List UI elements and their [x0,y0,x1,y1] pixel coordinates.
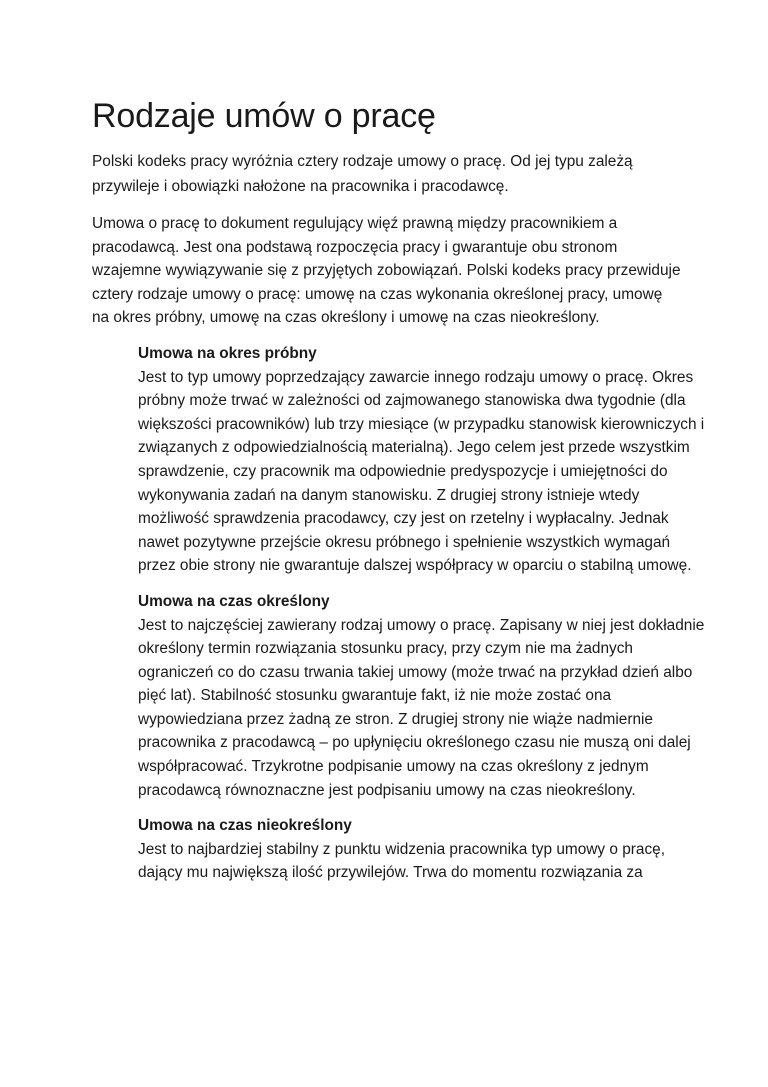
section-heading: Umowa na czas nieokreślony [138,817,352,835]
body-paragraph: Umowa o pracę to dokument regulujący więź prawną między pracownikiem a pracodawcą. Jest ona podstawą rozpoczęcia pracy i gwarantuje obu stronom wzajemne wywiązywanie się z przyjętych zobowiązań. Polski kodeks pracy przewiduje cztery rodzaje umowy o pracę: umowę na czas wykonania określonej pracy, umowę na okres próbny, umowę na czas określony i umowę na czas nieokreślony. [92,215,681,327]
document-page [92,94,705,897]
section-czas-nieokreslony [138,814,706,885]
section-body: Jest to najczęściej zawierany rodzaj umowy o pracę. Zapisany w niej jest dokładnie określony termin rozwiązania stosunku pracy, przy czym nie ma żadnych ograniczeń co do czasu trwania takiej umowy (może trwać na przykład dzień albo pięć lat). Stabilność stosunku gwarantuje fakt, iż nie może zostać ona wypowiedziana przez żadną ze stron. Z drugiej strony nie wiąże nadmiernie pracownika z pracodawcą – po upłynięciu określonego czasu nie muszą oni dalej współpracować. Trzykrotne podpisanie umowy na czas określony z jednym pracodawcą równoznaczne jest podpisaniu umowy na czas nieokreślony. [138,616,705,799]
intro-paragraph: Polski kodeks pracy wyróżnia cztery rodzaje umowy o pracę. Od jej typu zależą przywileje i obowiązki nałożone na pracownika i pracodawcę. [92,153,633,195]
section-body: Jest to najbardziej stabilny z punktu widzenia pracownika typ umowy o pracę, dający mu największą ilość przywilejów. Trwa do momentu rozwiązania za [138,840,665,882]
section-okres-probny [138,342,706,578]
section-czas-okreslony [138,590,706,802]
section-heading: Umowa na czas określony [138,592,330,610]
page-title: Rodzaje umów o pracę [92,97,436,135]
section-heading: Umowa na okres próbny [138,344,317,362]
section-body: Jest to typ umowy poprzedzający zawarcie innego rodzaju umowy o pracę. Okres próbny może trwać w zależności od zajmowanego stanowiska dwa tygodnie (dla większości pracowników) lub trzy miesiące (w przypadku stanowisk kierowniczych i związanych z odpowiedzialnością materialną). Jego celem jest przede wszystkim sprawdzenie, czy pracownik ma odpowiednie predyspozycje i umiejętności do wykonywania zadań na danym stanowisku. Z drugiej strony istnieje wtedy możliwość sprawdzenia pracodawcy, czy jest on rzetelny i wypłacalny. Jednak nawet pozytywne przejście okresu próbnego i spełnienie wszystkich wymagań przez obie strony nie gwarantuje dalszej współpracy w oparciu o stabilną umowę. [138,368,705,575]
